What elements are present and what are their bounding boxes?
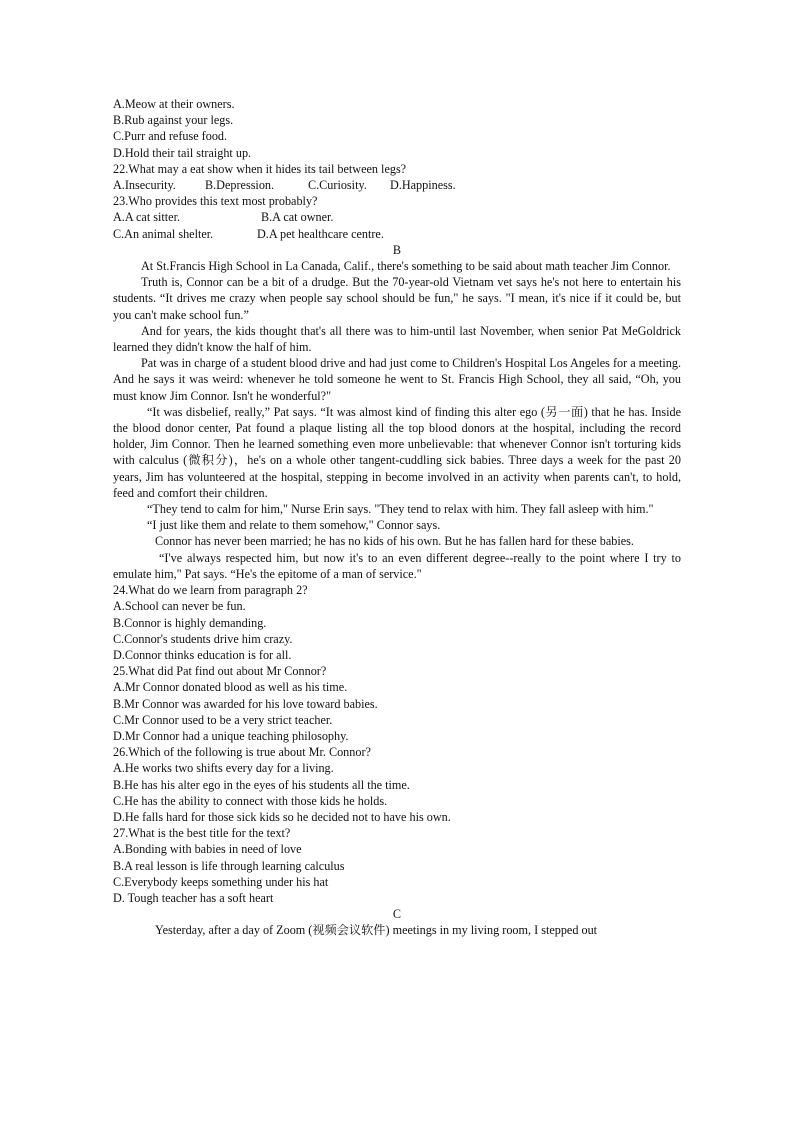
q23-option-c: C.An animal shelter. bbox=[113, 226, 214, 241]
passage-b-paragraph-5: “It was disbelief, really,” Pat says. “It was almost kind of finding this alter ego (另一面) that he has. Inside the blood donor center, Pat found a plaque listing all the top blood donors at the hospital, including the record holder, Jim Connor. Then he learned something even more unbelievable: that whenever Connor isn't torturing kids with calculus (微积分)，he's on a whole other tangent-cuddling sick babies. Three days a week for the past 20 years, Jim has volunteered at the hospital, stepping in become involved in an activity when parents can't, to hold, feed and comfort their children. bbox=[113, 404, 681, 500]
passage-b-paragraph-6: “They tend to calm for him," Nurse Erin says. "They tend to relax with him. They fall asleep with him." bbox=[147, 502, 654, 517]
q25-option-d: D.Mr Connor had a unique teaching philosophy. bbox=[113, 728, 349, 743]
q25-question: 25.What did Pat find out about Mr Connor? bbox=[113, 664, 327, 679]
passage-b-heading: B bbox=[392, 242, 402, 257]
q24-option-d: D.Connor thinks education is for all. bbox=[113, 647, 292, 662]
q25-option-b: B.Mr Connor was awarded for his love toward babies. bbox=[113, 696, 378, 711]
q23-option-d: D.A pet healthcare centre. bbox=[257, 226, 384, 241]
q25-option-c: C.Mr Connor used to be a very strict teacher. bbox=[113, 712, 333, 727]
exam-page bbox=[113, 96, 681, 939]
q21-option-b: B.Rub against your legs. bbox=[113, 113, 234, 128]
q22-option-d: D.Happiness. bbox=[390, 178, 456, 193]
q21-option-c: C.Purr and refuse food. bbox=[113, 129, 228, 144]
q26-option-c: C.He has the ability to connect with those kids he holds. bbox=[113, 793, 388, 808]
q22-options bbox=[113, 177, 681, 193]
passage-c-heading: C bbox=[392, 907, 402, 922]
passage-c-first-line: Yesterday, after a day of Zoom (视频会议软件) meetings in my living room, I stepped out bbox=[155, 923, 598, 938]
q23-options-row1 bbox=[113, 209, 681, 225]
passage-b-paragraph-4: Pat was in charge of a student blood drive and had just come to Children's Hospital Los Angeles for a meeting. And he says it was weird: whenever he told someone he went to St. Francis High School, they all said, “Oh, you must know Jim Connor. Isn't he wonderful?" bbox=[113, 356, 681, 403]
q23-option-a: A.A cat sitter. bbox=[113, 210, 181, 225]
q22-option-b: B.Depression. bbox=[205, 178, 275, 193]
q24-option-a: A.School can never be fun. bbox=[113, 599, 246, 614]
q24-option-c: C.Connor's students drive him crazy. bbox=[113, 631, 293, 646]
q22-option-a: A.Insecurity. bbox=[113, 178, 176, 193]
passage-b-paragraph-9: “I've always respected him, but now it's to an even different degree--really to the point where I try to emulate him," Pat says. “He's the epitome of a man of service." bbox=[113, 550, 681, 581]
q23-options-row2 bbox=[113, 226, 681, 242]
passage-b-paragraph-1: At St.Francis High School in La Canada, Calif., there's something to be said about math teacher Jim Connor. bbox=[141, 259, 671, 274]
q27-option-b: B.A real lesson is life through learning calculus bbox=[113, 858, 345, 873]
q26-option-d: D.He falls hard for those sick kids so he decided not to have his own. bbox=[113, 809, 451, 824]
passage-b-paragraph-8: Connor has never been married; he has no kids of his own. But he has fallen hard for these babies. bbox=[155, 534, 634, 549]
passage-b-paragraph-3: And for years, the kids thought that's all there was to him-until last November, when senior Pat MeGoldrick learned they didn't know the half of him. bbox=[113, 323, 681, 355]
q25-option-a: A.Mr Connor donated blood as well as his time. bbox=[113, 680, 348, 695]
q24-question: 24.What do we learn from paragraph 2? bbox=[113, 583, 308, 598]
q27-option-c: C.Everybody keeps something under his hat bbox=[113, 874, 329, 889]
q27-option-a: A.Bonding with babies in need of love bbox=[113, 842, 302, 857]
q22-option-c: C.Curiosity. bbox=[308, 178, 367, 193]
q27-option-d: D. Tough teacher has a soft heart bbox=[113, 890, 274, 905]
passage-b-paragraph-7: “I just like them and relate to them somehow," Connor says. bbox=[147, 518, 441, 533]
q23-option-b: B.A cat owner. bbox=[261, 210, 334, 225]
q26-option-a: A.He works two shifts every day for a living. bbox=[113, 761, 334, 776]
q27-question: 27.What is the best title for the text? bbox=[113, 826, 291, 841]
q22-question: 22.What may a eat show when it hides its tail between legs? bbox=[113, 161, 407, 176]
q24-option-b: B.Connor is highly demanding. bbox=[113, 615, 267, 630]
q21-option-d: D.Hold their tail straight up. bbox=[113, 145, 252, 160]
passage-b-paragraph-2: Truth is, Connor can be a bit of a drudge. But the 70-year-old Vietnam vet says he's not here to entertain his students. “It drives me crazy when people say school should be fun," he says. "I mean, it's nice if it could be, but you can't make school fun.” bbox=[113, 275, 681, 322]
q26-question: 26.Which of the following is true about Mr. Connor? bbox=[113, 745, 371, 760]
q21-option-a: A.Meow at their owners. bbox=[113, 97, 235, 111]
q26-option-b: B.He has his alter ego in the eyes of his students all the time. bbox=[113, 777, 410, 792]
q23-question: 23.Who provides this text most probably? bbox=[113, 194, 318, 209]
